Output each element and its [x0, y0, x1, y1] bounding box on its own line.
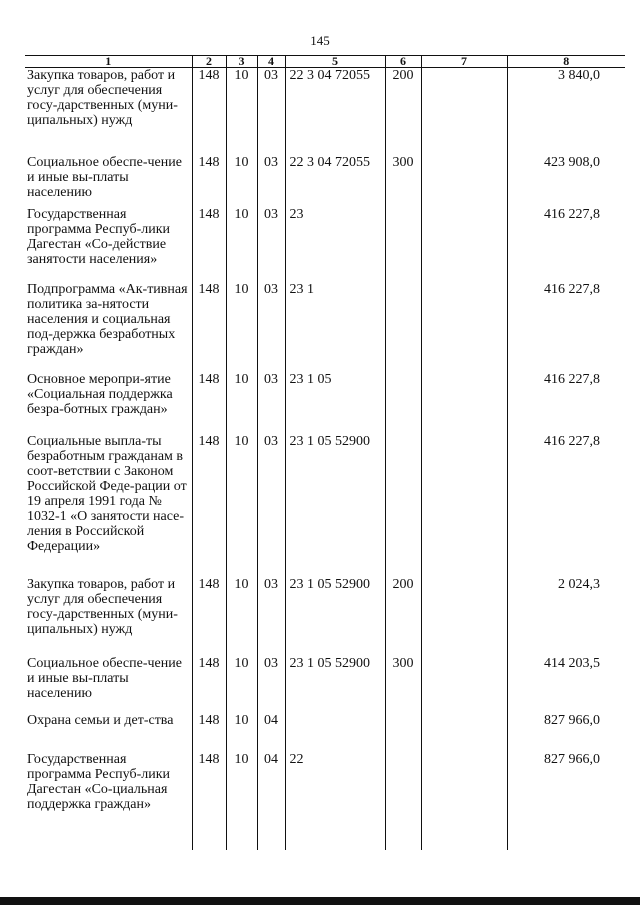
row-col7-cell — [421, 372, 507, 434]
row-csr-cell: 23 1 05 — [285, 372, 385, 434]
row-csr-cell: 22 — [285, 752, 385, 850]
row-ved-cell: 148 — [192, 656, 226, 713]
row-ved-cell: 148 — [192, 282, 226, 372]
row-rz-cell: 10 — [226, 713, 257, 752]
header-row — [25, 56, 625, 68]
table-row — [25, 752, 625, 850]
row-name-cell: Основное меропри-ятие «Социальная поддержка безра-ботных граждан» — [25, 372, 192, 434]
page-number: 145 — [310, 33, 330, 48]
table-row — [25, 372, 625, 434]
row-pr-cell: 03 — [257, 207, 285, 282]
header-col-8: 8 — [507, 56, 625, 68]
row-name-cell: Закупка товаров, работ и услуг для обеспечения госу-дарственных (муни-ципальных) нужд — [25, 68, 192, 156]
row-rz-cell: 10 — [226, 68, 257, 156]
row-rz-cell: 10 — [226, 282, 257, 372]
row-name-cell: Закупка товаров, работ и услуг для обеспечения госу-дарственных (муни-ципальных) нужд — [25, 577, 192, 656]
row-sum-cell: 3 840,0 — [507, 68, 625, 156]
row-vr-cell — [385, 207, 421, 282]
row-csr-cell: 23 — [285, 207, 385, 282]
header-col-7: 7 — [421, 56, 507, 68]
row-sum-cell: 416 227,8 — [507, 434, 625, 577]
row-sum-cell: 416 227,8 — [507, 207, 625, 282]
row-vr-cell — [385, 434, 421, 577]
row-pr-cell: 03 — [257, 372, 285, 434]
bottom-edge-band — [0, 897, 640, 905]
row-csr-cell: 22 3 04 72055 — [285, 68, 385, 156]
row-sum-cell: 827 966,0 — [507, 713, 625, 752]
table-row — [25, 155, 625, 207]
row-csr-cell: 23 1 — [285, 282, 385, 372]
budget-table — [25, 55, 625, 850]
row-pr-cell: 03 — [257, 434, 285, 577]
row-csr-cell — [285, 713, 385, 752]
row-vr-cell — [385, 372, 421, 434]
row-ved-cell: 148 — [192, 713, 226, 752]
row-pr-cell: 04 — [257, 752, 285, 850]
header-col-2: 2 — [192, 56, 226, 68]
row-ved-cell: 148 — [192, 434, 226, 577]
table-row — [25, 577, 625, 656]
table-row — [25, 434, 625, 577]
row-csr-cell: 23 1 05 52900 — [285, 577, 385, 656]
table-body — [25, 68, 625, 851]
row-csr-cell: 22 3 04 72055 — [285, 155, 385, 207]
row-pr-cell: 04 — [257, 713, 285, 752]
row-name-cell: Государственная программа Респуб-лики Дагестан «Со-циальная поддержка граждан» — [25, 752, 192, 850]
row-rz-cell: 10 — [226, 577, 257, 656]
header-col-4: 4 — [257, 56, 285, 68]
header-col-6: 6 — [385, 56, 421, 68]
row-col7-cell — [421, 577, 507, 656]
row-col7-cell — [421, 282, 507, 372]
row-ved-cell: 148 — [192, 577, 226, 656]
row-col7-cell — [421, 434, 507, 577]
row-ved-cell: 148 — [192, 155, 226, 207]
row-col7-cell — [421, 207, 507, 282]
row-rz-cell: 10 — [226, 155, 257, 207]
row-rz-cell: 10 — [226, 752, 257, 850]
row-sum-cell: 414 203,5 — [507, 656, 625, 713]
row-pr-cell: 03 — [257, 68, 285, 156]
row-vr-cell: 300 — [385, 656, 421, 713]
row-ved-cell: 148 — [192, 372, 226, 434]
row-rz-cell: 10 — [226, 434, 257, 577]
row-vr-cell — [385, 752, 421, 850]
row-ved-cell: 148 — [192, 68, 226, 156]
row-vr-cell: 200 — [385, 68, 421, 156]
table-row — [25, 68, 625, 156]
row-rz-cell: 10 — [226, 207, 257, 282]
row-sum-cell: 416 227,8 — [507, 282, 625, 372]
row-pr-cell: 03 — [257, 577, 285, 656]
header-col-5: 5 — [285, 56, 385, 68]
row-sum-cell: 827 966,0 — [507, 752, 625, 850]
row-col7-cell — [421, 713, 507, 752]
table-row — [25, 713, 625, 752]
row-name-cell: Социальное обеспе-чение и иные вы-платы населению — [25, 656, 192, 713]
row-csr-cell: 23 1 05 52900 — [285, 656, 385, 713]
table-row — [25, 656, 625, 713]
row-vr-cell — [385, 713, 421, 752]
row-ved-cell: 148 — [192, 207, 226, 282]
table-row — [25, 282, 625, 372]
row-sum-cell: 423 908,0 — [507, 155, 625, 207]
row-rz-cell: 10 — [226, 656, 257, 713]
row-pr-cell: 03 — [257, 155, 285, 207]
row-name-cell: Социальное обеспе-чение и иные вы-платы населению — [25, 155, 192, 207]
row-col7-cell — [421, 155, 507, 207]
header-col-3: 3 — [226, 56, 257, 68]
row-name-cell: Социальные выпла-ты безработным гражданам в соот-ветствии с Законом Российской Феде-рации от 19 апреля 1991 года № 1032-1 «О занятости насе-ления в Российской Федерации» — [25, 434, 192, 577]
row-ved-cell: 148 — [192, 752, 226, 850]
row-vr-cell: 300 — [385, 155, 421, 207]
row-sum-cell: 416 227,8 — [507, 372, 625, 434]
header-col-1: 1 — [25, 56, 192, 68]
row-name-cell: Охрана семьи и дет-ства — [25, 713, 192, 752]
table-row — [25, 207, 625, 282]
row-pr-cell: 03 — [257, 656, 285, 713]
row-col7-cell — [421, 68, 507, 156]
row-sum-cell: 2 024,3 — [507, 577, 625, 656]
row-vr-cell — [385, 282, 421, 372]
row-vr-cell: 200 — [385, 577, 421, 656]
row-rz-cell: 10 — [226, 372, 257, 434]
row-name-cell: Подпрограмма «Ак-тивная политика за-нятости населения и социальная под-держка безработных граждан» — [25, 282, 192, 372]
row-col7-cell — [421, 752, 507, 850]
row-csr-cell: 23 1 05 52900 — [285, 434, 385, 577]
row-name-cell: Государственная программа Респуб-лики Дагестан «Со-действие занятости населения» — [25, 207, 192, 282]
row-pr-cell: 03 — [257, 282, 285, 372]
row-col7-cell — [421, 656, 507, 713]
